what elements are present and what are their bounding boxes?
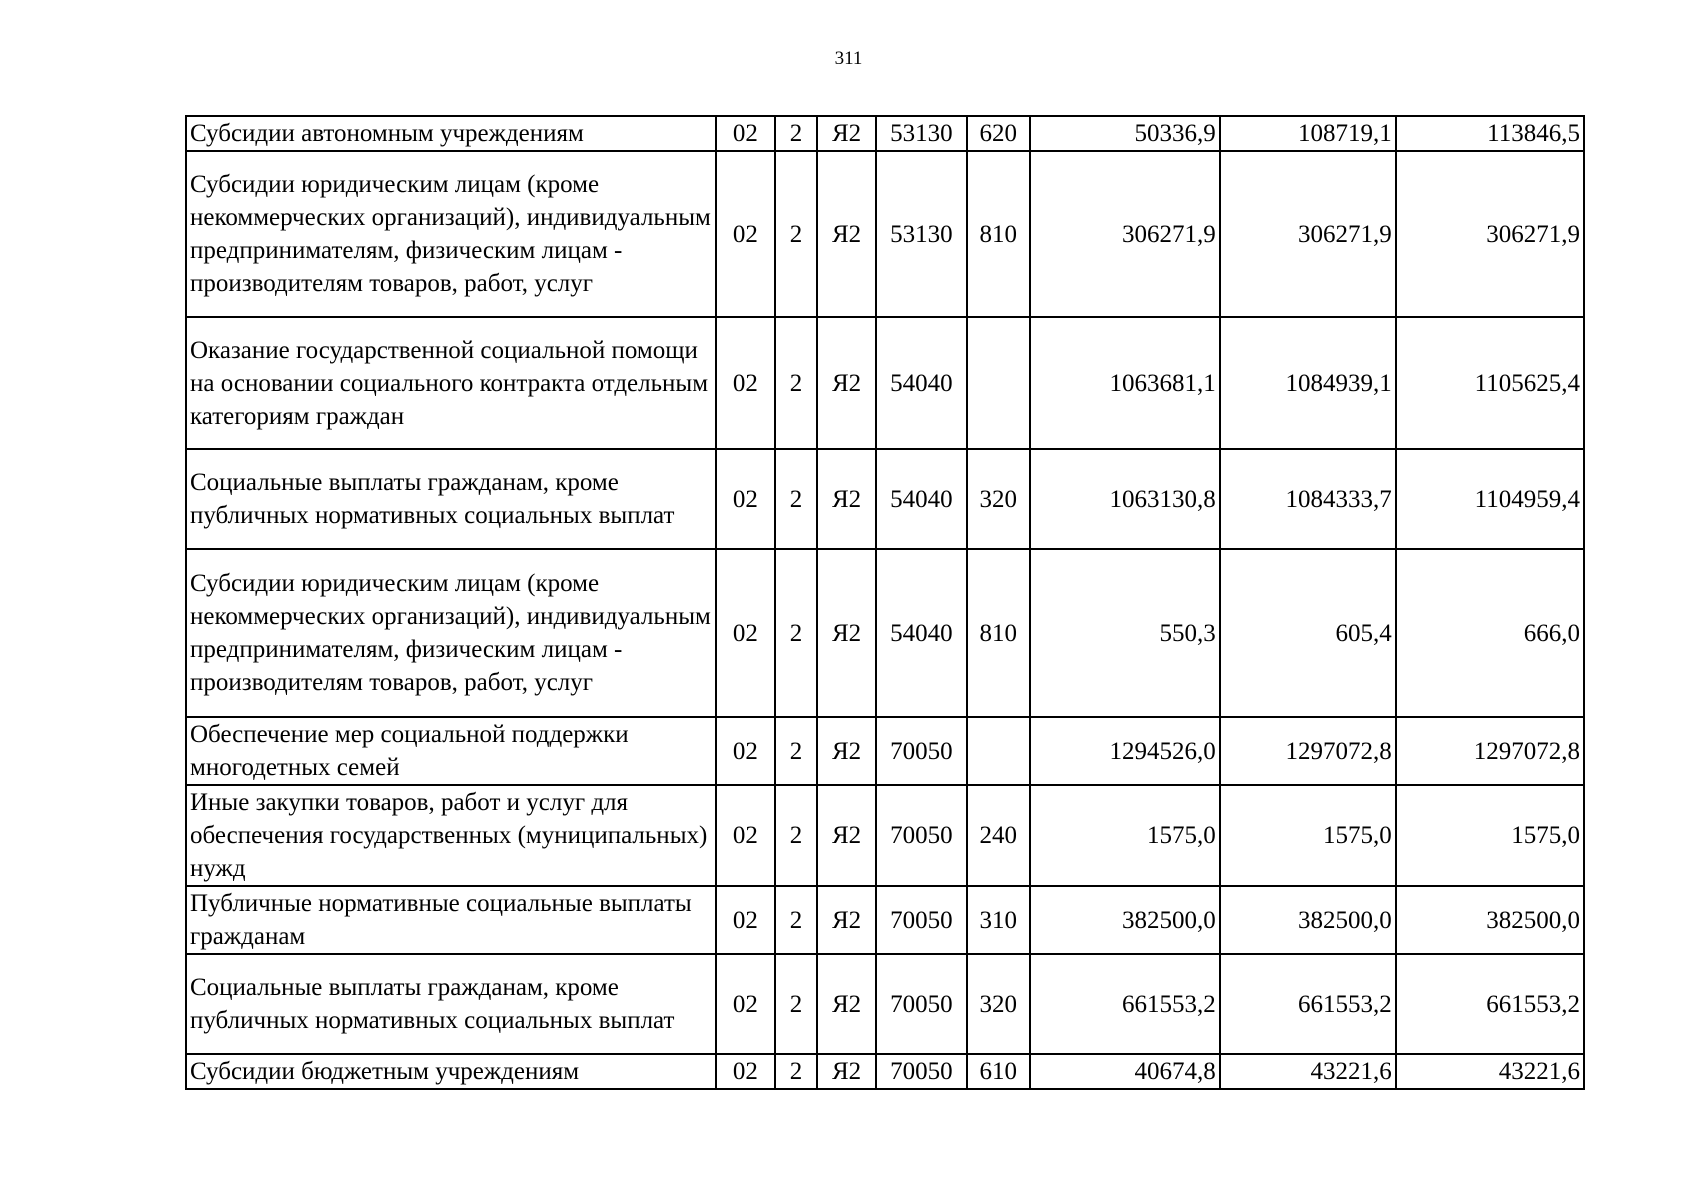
section-code: 02: [716, 116, 775, 151]
expense-type-code: 810: [967, 151, 1030, 317]
subprogram-code: Я2: [817, 317, 876, 449]
section-code: 02: [716, 785, 775, 886]
table-row: [186, 954, 1584, 1054]
direction-code: 54040: [876, 449, 967, 549]
amount-year-2: 1575,0: [1220, 785, 1396, 886]
expense-type-code: 610: [967, 1054, 1030, 1089]
amount-year-2: 306271,9: [1220, 151, 1396, 317]
row-name: Оказание государственной социальной помощи на основании социального контракта отдельным категориям граждан: [186, 317, 716, 449]
subprogram-code: Я2: [817, 116, 876, 151]
expense-type-code: 240: [967, 785, 1030, 886]
program-code: 2: [775, 317, 817, 449]
amount-year-3: 1105625,4: [1396, 317, 1584, 449]
section-code: 02: [716, 1054, 775, 1089]
amount-year-1: 661553,2: [1030, 954, 1220, 1054]
amount-year-1: 40674,8: [1030, 1054, 1220, 1089]
amount-year-1: 1063130,8: [1030, 449, 1220, 549]
row-name: Иные закупки товаров, работ и услуг для обеспечения государственных (муниципальных) нужд: [186, 785, 716, 886]
direction-code: 70050: [876, 785, 967, 886]
amount-year-3: 306271,9: [1396, 151, 1584, 317]
table-row: [186, 449, 1584, 549]
program-code: 2: [775, 116, 817, 151]
direction-code: 53130: [876, 151, 967, 317]
row-name: Обеспечение мер социальной поддержки многодетных семей: [186, 717, 716, 785]
table-row: [186, 886, 1584, 954]
amount-year-1: 1294526,0: [1030, 717, 1220, 785]
program-code: 2: [775, 449, 817, 549]
direction-code: 54040: [876, 317, 967, 449]
subprogram-code: Я2: [817, 954, 876, 1054]
program-code: 2: [775, 785, 817, 886]
expense-type-code: [967, 317, 1030, 449]
amount-year-3: 1104959,4: [1396, 449, 1584, 549]
section-code: 02: [716, 317, 775, 449]
program-code: 2: [775, 549, 817, 717]
amount-year-1: 1575,0: [1030, 785, 1220, 886]
row-name: Субсидии юридическим лицам (кроме некоммерческих организаций), индивидуальным предпринимателям, физическим лицам - производителям товаров, работ, услуг: [186, 151, 716, 317]
amount-year-1: 1063681,1: [1030, 317, 1220, 449]
program-code: 2: [775, 1054, 817, 1089]
table-row: [186, 1054, 1584, 1089]
budget-table: [185, 115, 1585, 1090]
row-name: Субсидии автономным учреждениям: [186, 116, 716, 151]
amount-year-2: 43221,6: [1220, 1054, 1396, 1089]
direction-code: 70050: [876, 886, 967, 954]
amount-year-3: 1575,0: [1396, 785, 1584, 886]
subprogram-code: Я2: [817, 549, 876, 717]
amount-year-3: 43221,6: [1396, 1054, 1584, 1089]
amount-year-2: 1084939,1: [1220, 317, 1396, 449]
subprogram-code: Я2: [817, 1054, 876, 1089]
direction-code: 70050: [876, 954, 967, 1054]
direction-code: 70050: [876, 1054, 967, 1089]
amount-year-3: 666,0: [1396, 549, 1584, 717]
section-code: 02: [716, 954, 775, 1054]
amount-year-2: 605,4: [1220, 549, 1396, 717]
program-code: 2: [775, 886, 817, 954]
amount-year-3: 382500,0: [1396, 886, 1584, 954]
row-name: Социальные выплаты гражданам, кроме публичных нормативных социальных выплат: [186, 954, 716, 1054]
amount-year-1: 306271,9: [1030, 151, 1220, 317]
table-row: [186, 785, 1584, 886]
subprogram-code: Я2: [817, 717, 876, 785]
table-row: [186, 717, 1584, 785]
amount-year-3: 661553,2: [1396, 954, 1584, 1054]
program-code: 2: [775, 954, 817, 1054]
subprogram-code: Я2: [817, 151, 876, 317]
amount-year-1: 382500,0: [1030, 886, 1220, 954]
amount-year-3: 1297072,8: [1396, 717, 1584, 785]
table-row: [186, 151, 1584, 317]
row-name: Публичные нормативные социальные выплаты гражданам: [186, 886, 716, 954]
amount-year-2: 661553,2: [1220, 954, 1396, 1054]
expense-type-code: 620: [967, 116, 1030, 151]
row-name: Социальные выплаты гражданам, кроме публичных нормативных социальных выплат: [186, 449, 716, 549]
section-code: 02: [716, 151, 775, 317]
section-code: 02: [716, 449, 775, 549]
expense-type-code: [967, 717, 1030, 785]
direction-code: 54040: [876, 549, 967, 717]
subprogram-code: Я2: [817, 785, 876, 886]
section-code: 02: [716, 886, 775, 954]
table-row: [186, 549, 1584, 717]
amount-year-2: 1297072,8: [1220, 717, 1396, 785]
amount-year-2: 1084333,7: [1220, 449, 1396, 549]
program-code: 2: [775, 717, 817, 785]
subprogram-code: Я2: [817, 886, 876, 954]
table-row: [186, 116, 1584, 151]
page-number: 311: [834, 48, 863, 69]
expense-type-code: 320: [967, 954, 1030, 1054]
expense-type-code: 320: [967, 449, 1030, 549]
subprogram-code: Я2: [817, 449, 876, 549]
direction-code: 53130: [876, 116, 967, 151]
budget-table-body: [186, 116, 1584, 1089]
direction-code: 70050: [876, 717, 967, 785]
section-code: 02: [716, 549, 775, 717]
program-code: 2: [775, 151, 817, 317]
expense-type-code: 810: [967, 549, 1030, 717]
row-name: Субсидии бюджетным учреждениям: [186, 1054, 716, 1089]
table-row: [186, 317, 1584, 449]
row-name: Субсидии юридическим лицам (кроме некоммерческих организаций), индивидуальным предпринимателям, физическим лицам - производителям товаров, работ, услуг: [186, 549, 716, 717]
amount-year-2: 108719,1: [1220, 116, 1396, 151]
amount-year-1: 550,3: [1030, 549, 1220, 717]
section-code: 02: [716, 717, 775, 785]
amount-year-3: 113846,5: [1396, 116, 1584, 151]
expense-type-code: 310: [967, 886, 1030, 954]
amount-year-2: 382500,0: [1220, 886, 1396, 954]
amount-year-1: 50336,9: [1030, 116, 1220, 151]
